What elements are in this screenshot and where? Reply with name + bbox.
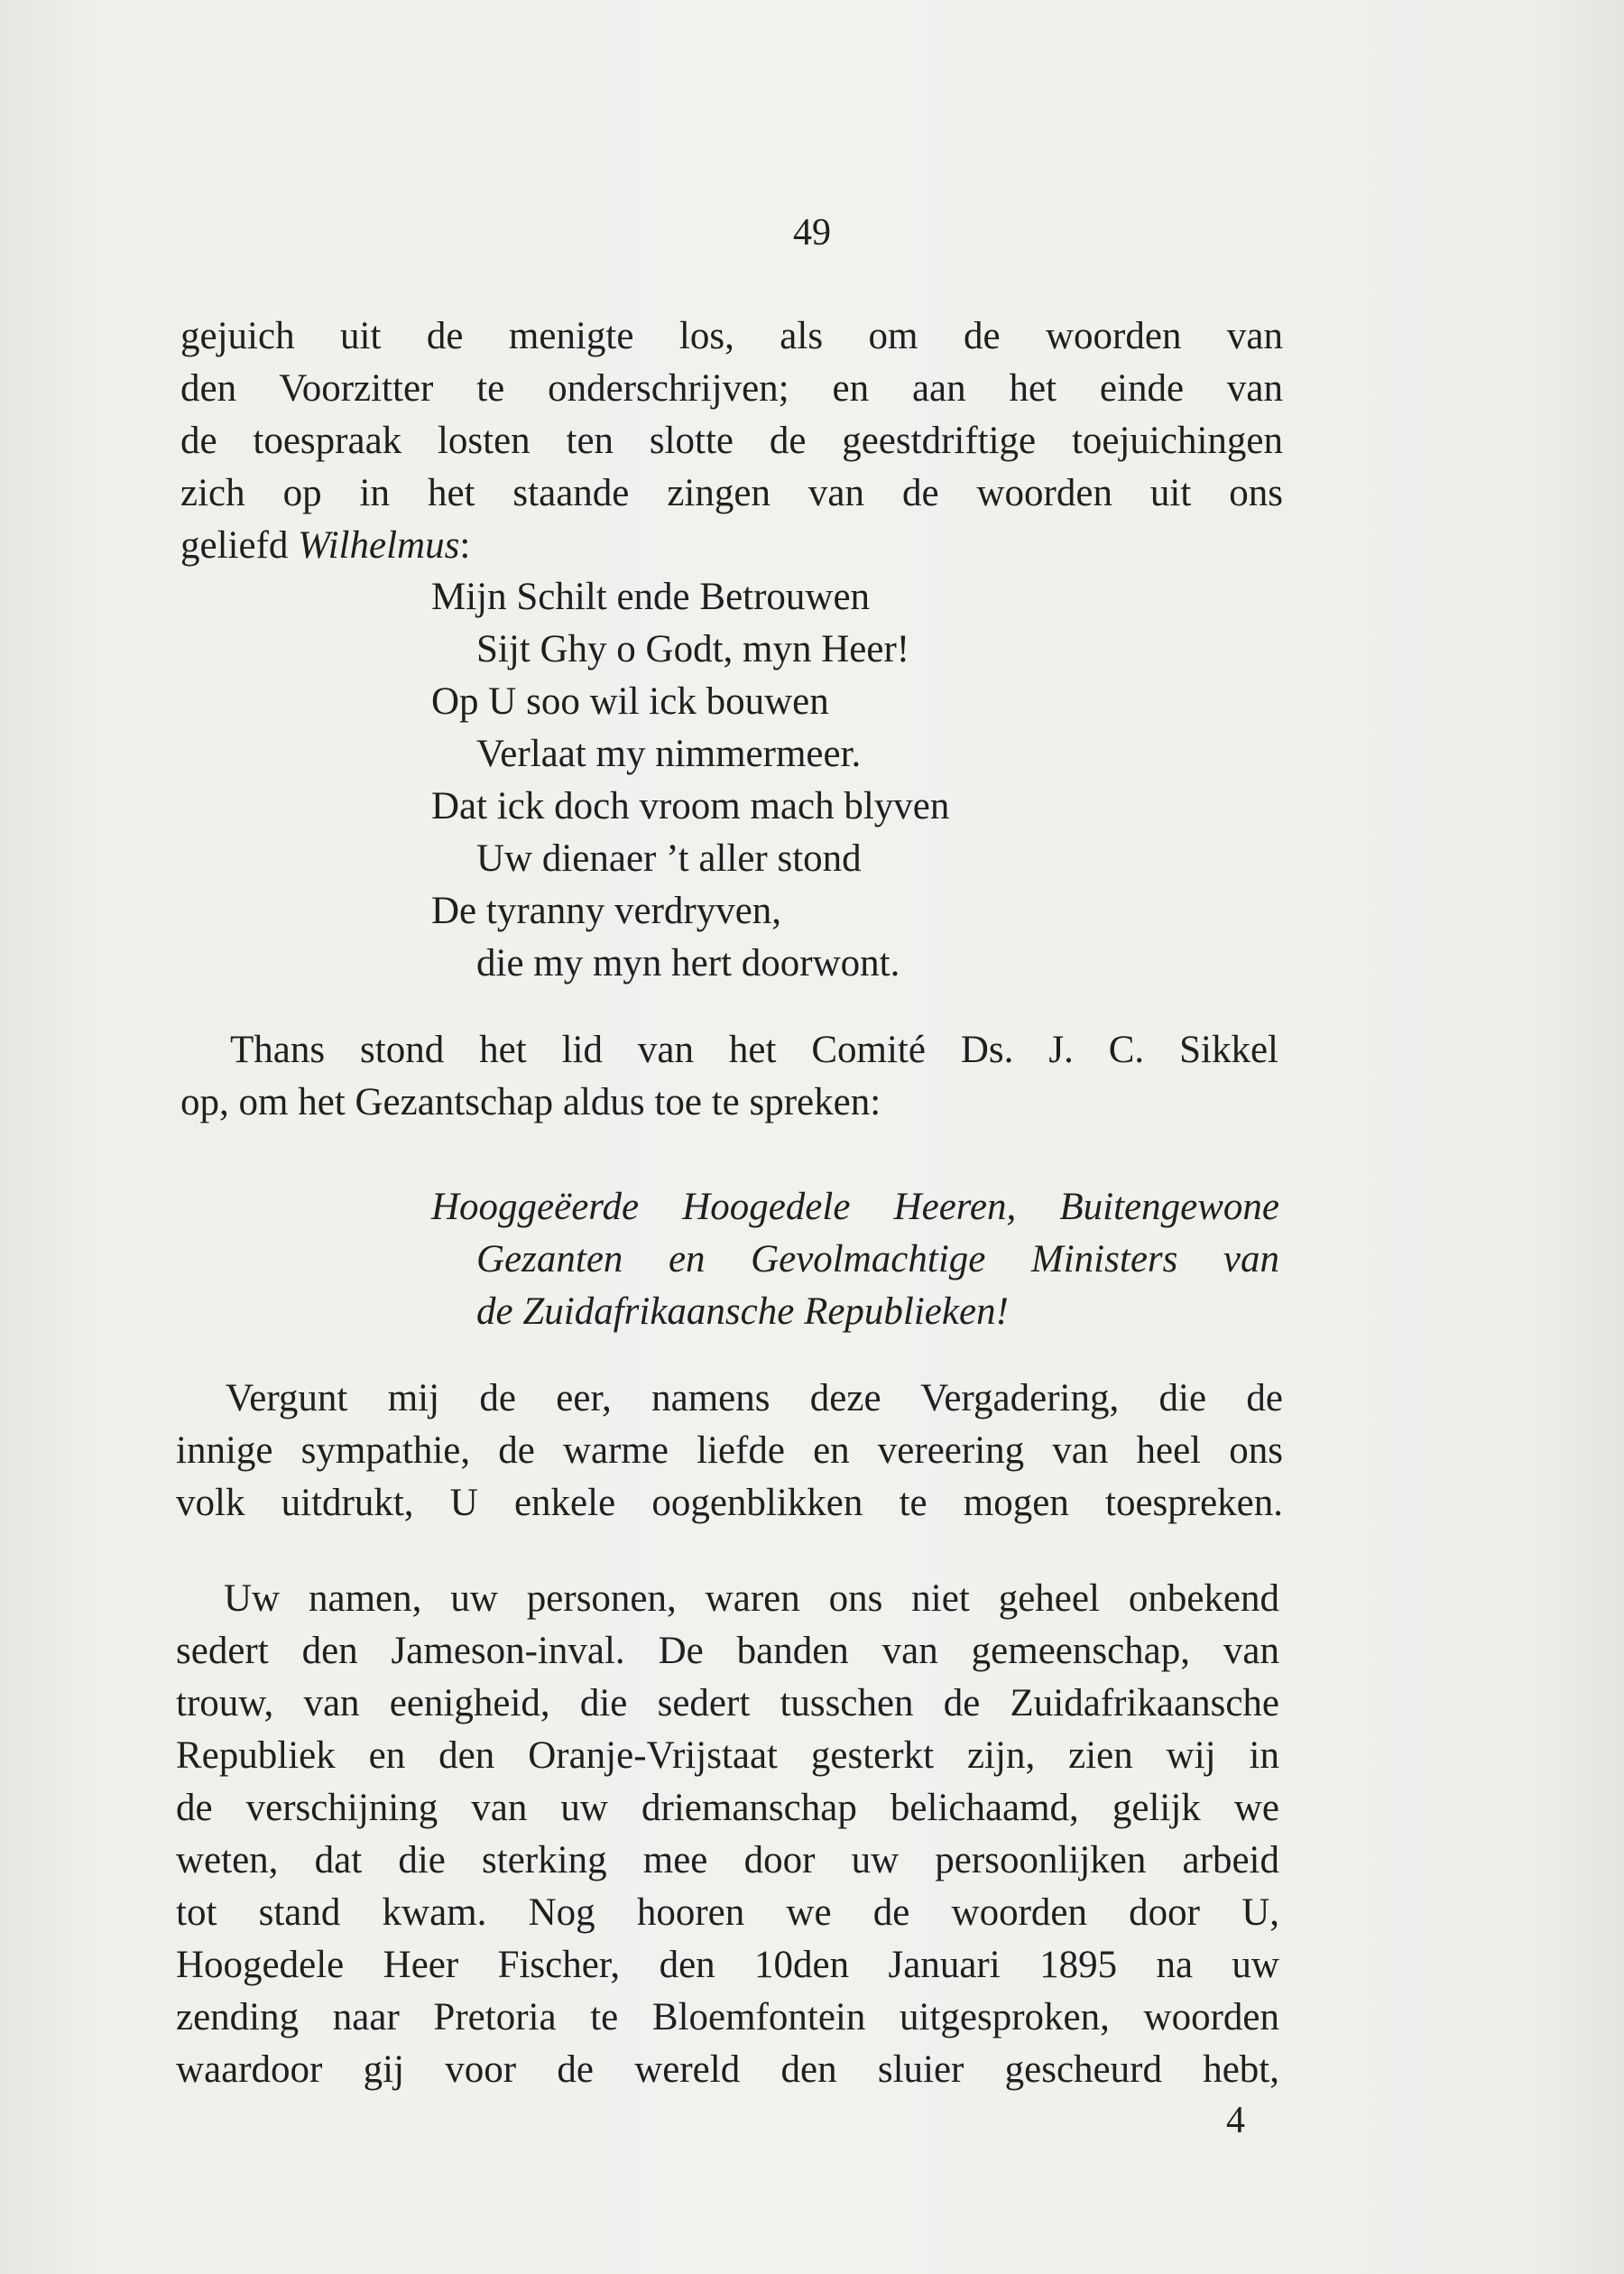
text-fragment: geliefd xyxy=(180,524,289,567)
verse-line: Mijn Schilt ende Betrouwen xyxy=(431,576,871,618)
paragraph-line: zending naar Pretoria te Bloemfontein uitgesproken, woorden xyxy=(176,1996,1279,2038)
paragraph-line: Hoogedele Heer Fischer, den 10den Januari 1895 na uw xyxy=(176,1944,1279,1986)
paragraph-line: Republiek en den Oranje-Vrijstaat gesterkt zijn, zien wij in xyxy=(176,1734,1279,1777)
paragraph-line: trouw, van eenigheid, die sedert tusschen de Zuidafrikaansche xyxy=(176,1682,1279,1724)
signature-mark: 4 xyxy=(1226,2100,1245,2141)
paragraph-line: waardoor gij voor de wereld den sluier gescheurd hebt, xyxy=(176,2048,1279,2091)
verse-line: Dat ick doch vroom mach blyven xyxy=(431,785,950,827)
verse-line: Verlaat my nimmermeer. xyxy=(476,733,862,775)
paragraph-line: de verschijning van uw driemanschap belichaamd, gelijk we xyxy=(176,1787,1279,1829)
verse-line: Op U soo wil ick bouwen xyxy=(431,680,829,723)
address-line: Hooggeëerde Hoogedele Heeren, Buitengewone xyxy=(431,1186,1279,1228)
italic-title: Wilhelmus xyxy=(298,524,460,567)
verse-line: Uw dienaer ’t aller stond xyxy=(476,837,862,880)
paragraph-line: Vergunt mij de eer, namens deze Vergadering, die de xyxy=(226,1377,1283,1419)
paragraph-line: gejuich uit de menigte los, als om de woorden van xyxy=(180,315,1283,357)
paragraph-line: Uw namen, uw personen, waren ons niet geheel onbekend xyxy=(224,1577,1279,1620)
paragraph-line: innige sympathie, de warme liefde en vereering van heel ons xyxy=(176,1429,1283,1472)
paragraph-line: de toespraak losten ten slotte de geestdriftige toejuichingen xyxy=(180,420,1283,462)
verse-line: die my myn hert doorwont. xyxy=(476,942,900,984)
paragraph-line: volk uitdrukt, U enkele oogenblikken te mogen toespreken. xyxy=(176,1482,1283,1524)
paragraph-line: den Voorzitter te onderschrijven; en aan het einde van xyxy=(180,367,1283,410)
paragraph-line: tot stand kwam. Nog hooren we de woorden door U, xyxy=(176,1891,1279,1934)
paragraph-line: sedert den Jameson-inval. De banden van gemeenschap, van xyxy=(176,1630,1279,1672)
address-line: Gezanten en Gevolmachtige Ministers van xyxy=(476,1238,1279,1280)
verse-line: Sijt Ghy o Godt, myn Heer! xyxy=(476,628,910,670)
paragraph-line: Thans stond het lid van het Comité Ds. J. C. Sikkel xyxy=(230,1029,1278,1071)
paragraph-line: weten, dat die sterking mee door uw persoonlijken arbeid xyxy=(176,1839,1279,1881)
paragraph-line: op, om het Gezantschap aldus toe te spreken: xyxy=(180,1081,881,1123)
page-number: 49 xyxy=(793,212,831,254)
paragraph-line: zich op in het staande zingen van de woorden uit ons xyxy=(180,472,1283,514)
paragraph-line xyxy=(180,521,1283,571)
verse-line: De tyranny verdryven, xyxy=(431,890,782,932)
address-line: de Zuidafrikaansche Republieken! xyxy=(476,1290,1009,1333)
text-fragment: : xyxy=(459,524,471,567)
